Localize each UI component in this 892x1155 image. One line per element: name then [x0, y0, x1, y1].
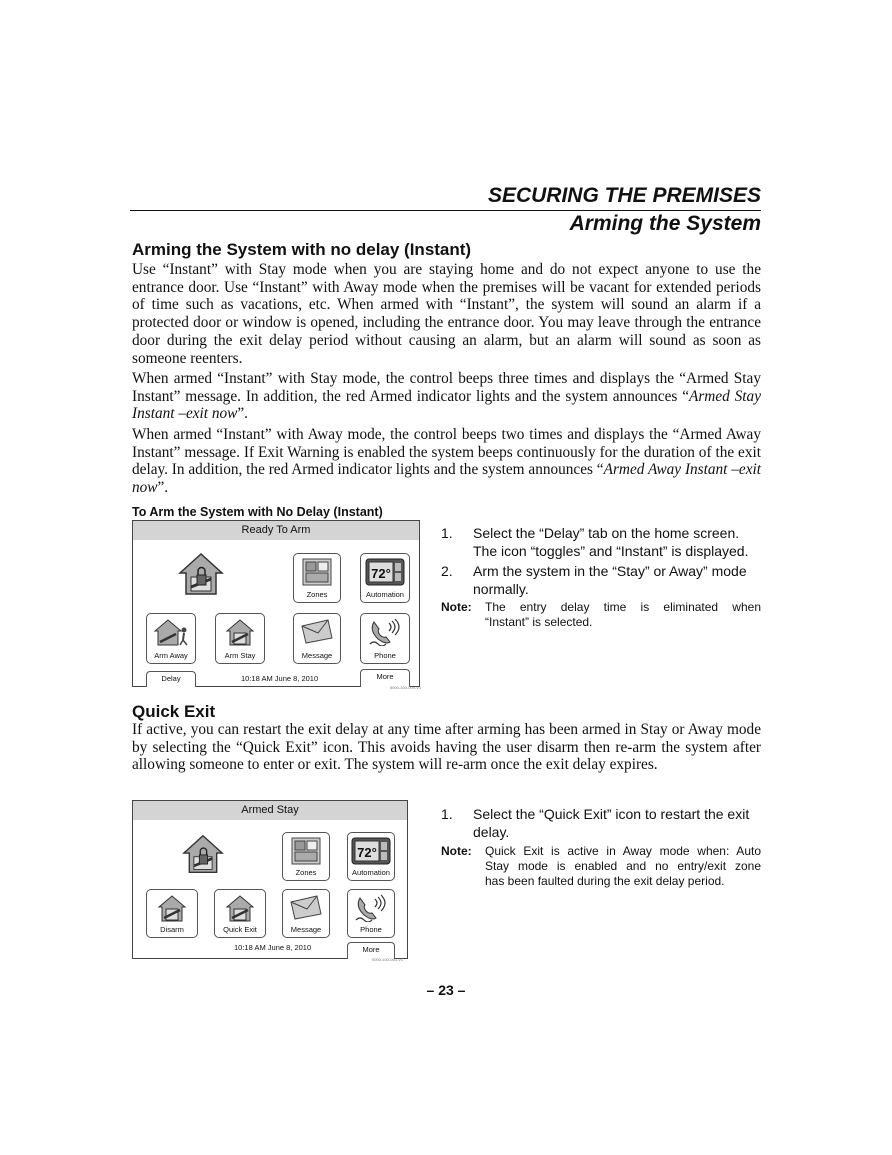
- quick-exit-step-1: 1. Select the “Quick Exit” icon to restart the exit delay.: [441, 806, 750, 840]
- zones-icon: [302, 558, 332, 586]
- instant-note: Note: The entry delay time is eliminated when “Instant” is selected.: [441, 600, 761, 629]
- zones-icon: [291, 837, 321, 865]
- quick-exit-button[interactable]: Quick Exit: [214, 889, 266, 938]
- arm-away-icon: [153, 618, 189, 646]
- armed-stay-screen: [132, 800, 408, 959]
- quick-exit-note: Note: Quick Exit is active in Away mode when: Auto Stay mode is enabled and no entry/exit zone has been faulted during the exit delay period.: [441, 844, 761, 888]
- phone-icon: [354, 894, 388, 922]
- chapter-title: SECURING THE PREMISES: [487, 184, 761, 207]
- instant-subheading: To Arm the System with No Delay (Instant): [132, 505, 383, 519]
- phone-button[interactable]: Phone: [347, 889, 395, 938]
- disarm-icon: [157, 894, 187, 922]
- envelope-icon: [289, 894, 323, 920]
- figure-id: 5000-100-009-V1: [390, 685, 422, 690]
- svg-text:72°: 72°: [371, 566, 391, 581]
- thermostat-icon: [365, 558, 405, 586]
- screen-title: Armed Stay: [133, 801, 407, 820]
- zones-button[interactable]: Zones: [293, 553, 341, 603]
- svg-text:72°: 72°: [357, 845, 377, 860]
- thermostat-icon: [351, 837, 391, 865]
- instant-paragraph-1: Use “Instant” with Stay mode when you are staying home and do not expect anyone to use the entrance door. Use “Instant” with Away mode when the premises will be vacant for extended periods of time such as vacations, etc. When armed with “Instant”, the system will sound an alarm if a protected door or window is opened, including the entrance door. You may leave through the entrance door during the exit delay period without causing an alarm, but an alarm will sound as soon as someone reenters.: [132, 261, 761, 367]
- instant-paragraph-3: When armed “Instant” with Away mode, the control beeps two times and displays the “Armed Away Instant” message. If Exit Warning is enabled the system beeps continuously for the duration of the exit delay. In addition, the red Armed indicator lights and the system announces “Armed Away Instant –exit now”.: [132, 426, 762, 497]
- ready-to-arm-screen: [132, 520, 420, 687]
- envelope-icon: [300, 618, 334, 644]
- section-title: Arming the System: [569, 212, 761, 235]
- more-tab[interactable]: More: [347, 942, 395, 959]
- instant-heading: Arming the System with no delay (Instant): [132, 240, 472, 259]
- automation-button[interactable]: 72° Automation: [347, 832, 395, 881]
- instant-paragraph-2: When armed “Instant” with Stay mode, the control beeps three times and displays the “Armed Stay Instant” message. In addition, the red Armed indicator lights and the system announces “Armed Stay Instant –exit now”.: [132, 370, 761, 423]
- message-button[interactable]: Message: [282, 889, 330, 938]
- instant-step-1: 1. Select the “Delay” tab on the home screen. The icon “toggles” and “Instant” is displayed.: [441, 525, 749, 559]
- delay-tab[interactable]: Delay: [146, 671, 196, 687]
- disarm-button[interactable]: Disarm: [146, 889, 198, 938]
- automation-button[interactable]: 72° Automation: [360, 553, 410, 603]
- figure-id: 5000-100-060-V1: [372, 957, 404, 962]
- screen-title: Ready To Arm: [133, 521, 419, 540]
- quick-exit-paragraph: If active, you can restart the exit delay at any time after arming has been armed in Stay or Away mode by selecting the “Quick Exit” icon. This avoids having the user disarm then re-arm the system after allowing someone to enter or exit. The system will re-arm once the exit delay expires.: [132, 721, 761, 774]
- house-lock-icon: [177, 551, 225, 597]
- phone-icon: [368, 618, 402, 646]
- screen-timestamp: 10:18 AM June 8, 2010: [241, 674, 319, 683]
- phone-button[interactable]: Phone: [360, 613, 410, 664]
- quick-exit-heading: Quick Exit: [132, 702, 216, 721]
- more-tab[interactable]: More: [360, 669, 410, 687]
- arm-stay-icon: [225, 618, 255, 646]
- house-lock-icon: [181, 833, 225, 875]
- page-number: – 23 –: [426, 982, 466, 998]
- quick-exit-icon: [225, 894, 255, 922]
- message-button[interactable]: Message: [293, 613, 341, 664]
- zones-button[interactable]: Zones: [282, 832, 330, 881]
- screen-timestamp: 10:18 AM June 8, 2010: [234, 943, 312, 952]
- instant-step-2: 2. Arm the system in the “Stay” or Away” mode normally.: [441, 563, 747, 597]
- arm-stay-button[interactable]: Arm Stay: [215, 613, 265, 664]
- arm-away-button[interactable]: Arm Away: [146, 613, 196, 664]
